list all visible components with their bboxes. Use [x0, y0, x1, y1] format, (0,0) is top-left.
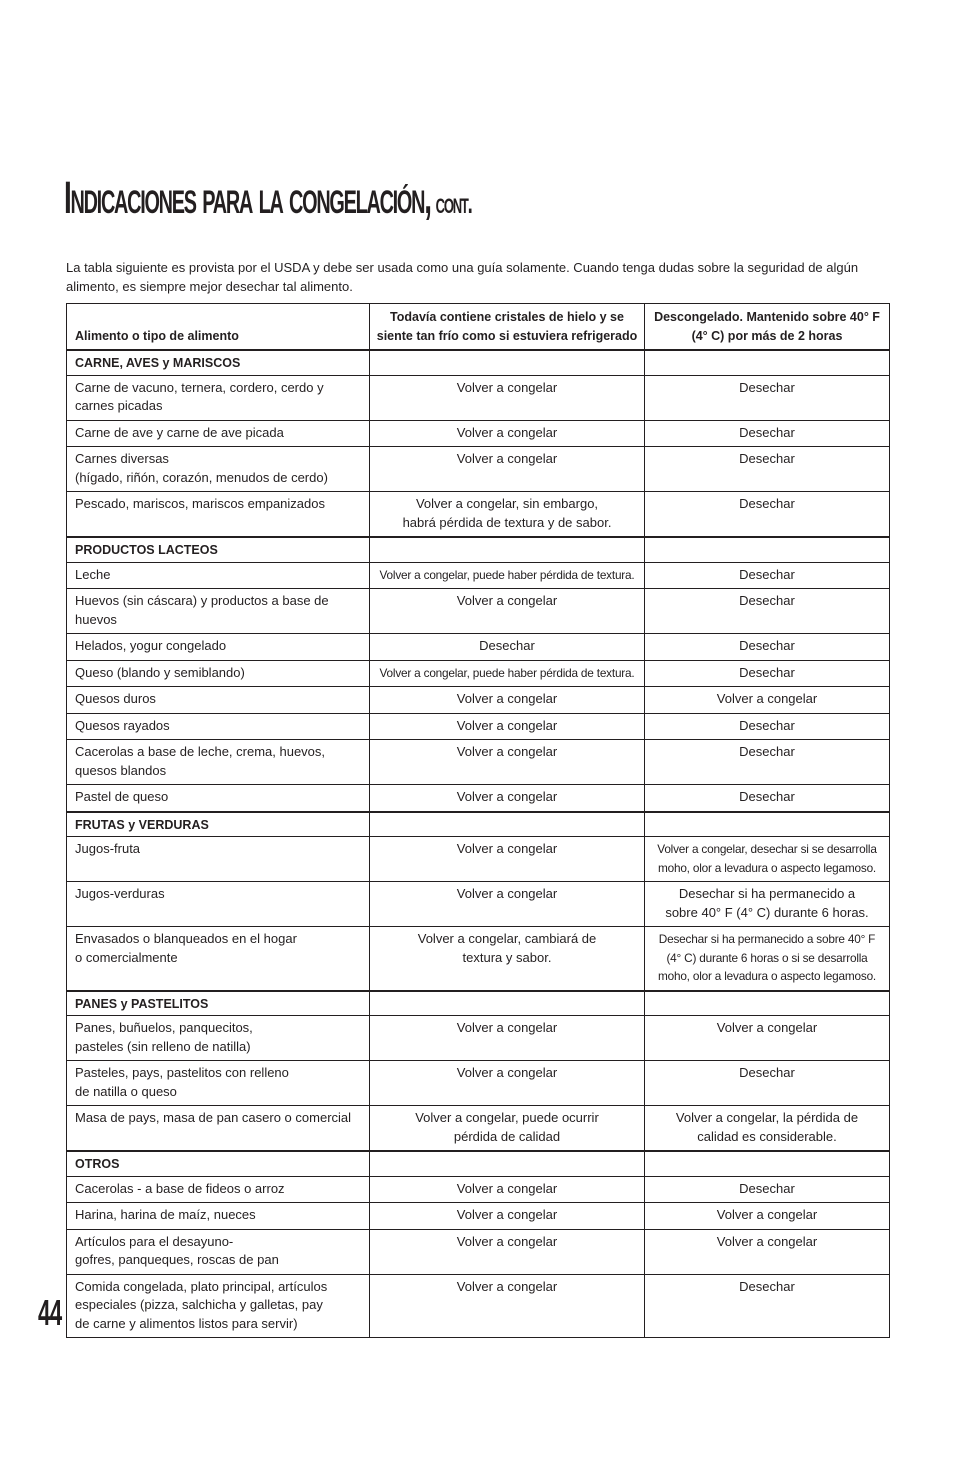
cell-text-line: Volver a congelar: [456, 841, 558, 856]
food-cell: [67, 492, 370, 538]
cell-text-line: Volver a congelar: [456, 886, 558, 901]
still-frozen-cell: [370, 713, 645, 740]
cell-text-line: Carnes diversas: [75, 451, 169, 466]
thawed-cell: [645, 1106, 890, 1152]
cell-text-line: Desechar: [739, 744, 795, 759]
still-frozen-cell: [370, 660, 645, 687]
still-frozen-cell: [370, 1176, 645, 1203]
cell-text-line: Masa de pays, masa de pan casero o comercial: [75, 1110, 352, 1125]
category-label: CARNE, AVES y MARISCOS: [67, 350, 370, 375]
category-label: OTROS: [67, 1151, 370, 1176]
category-empty-cell: [645, 812, 890, 837]
category-empty-cell: [370, 350, 645, 375]
cell-text-line: Volver a congelar: [456, 451, 558, 466]
food-cell: [67, 634, 370, 661]
category-empty-cell: [370, 991, 645, 1016]
cell-text-line: Volver a congelar: [716, 1020, 818, 1035]
still-frozen-cell: [370, 634, 645, 661]
table-row: [67, 687, 890, 714]
table-row: [67, 589, 890, 634]
cell-text-line: Quesos duros: [75, 691, 156, 706]
cell-text-line: Comida congelada, plato principal, artículos: [75, 1278, 328, 1294]
food-cell: [67, 1061, 370, 1106]
cell-text-line: Desechar si ha permanecido a: [678, 886, 856, 901]
thawed-cell: [645, 1203, 890, 1230]
freezing-guide-table: [66, 303, 890, 1338]
food-cell: [67, 837, 370, 882]
still-frozen-cell: [370, 882, 645, 927]
cell-text-line: Volver a congelar: [456, 1180, 558, 1196]
food-cell: [67, 660, 370, 687]
still-frozen-cell: [370, 1016, 645, 1061]
cell-text-line: Desechar: [739, 717, 795, 733]
category-row: [67, 812, 890, 837]
page-title-main: Indicaciones para la congelación,: [64, 172, 431, 223]
cell-text-line: Pasteles, pays, pastelitos con relleno: [75, 1065, 289, 1080]
still-frozen-cell: [370, 1106, 645, 1152]
thawed-cell: [645, 375, 890, 420]
thawed-cell: [645, 1176, 890, 1203]
cell-text-line: Volver a congelar: [456, 1233, 558, 1249]
cell-text-line: Volver a congelar: [456, 424, 558, 440]
food-cell: [67, 1106, 370, 1152]
cell-text-line: Envasados o blanqueados en el hogar: [75, 931, 297, 946]
food-cell: [67, 882, 370, 927]
cell-text-line: Desechar: [739, 789, 795, 804]
cell-text-line: (hígado, riñón, corazón, menudos de cerdo): [75, 469, 328, 485]
still-frozen-cell: [370, 1229, 645, 1274]
cell-text-line: Volver a congelar, cambiará de: [417, 931, 597, 946]
thawed-cell: [645, 492, 890, 538]
cell-text-line: Desechar: [739, 593, 795, 608]
category-label: FRUTAS y VERDURAS: [67, 812, 370, 837]
still-frozen-cell: [370, 1203, 645, 1230]
category-row: [67, 1151, 890, 1176]
food-cell: [67, 562, 370, 589]
thawed-cell: [645, 837, 890, 882]
cell-text-line: Artículos para el desayuno-: [75, 1233, 234, 1249]
still-frozen-cell: [370, 492, 645, 538]
thawed-cell: [645, 687, 890, 714]
category-empty-cell: [645, 991, 890, 1016]
cell-text-line: Volver a congelar: [456, 1207, 558, 1222]
cell-text-line: Desechar: [479, 638, 535, 653]
category-row: [67, 537, 890, 562]
table-row: [67, 375, 890, 420]
cell-text-line: Jugos-fruta: [75, 841, 141, 856]
food-cell: [67, 687, 370, 714]
table-row: [67, 1229, 890, 1274]
cell-text-line: Volver a congelar, puede haber pérdida de textura.: [379, 665, 635, 680]
food-cell: [67, 927, 370, 991]
category-row: [67, 991, 890, 1016]
cell-text-line: Desechar: [739, 451, 795, 466]
still-frozen-cell: [370, 785, 645, 812]
cell-text-line: Volver a congelar: [456, 1020, 558, 1035]
header-still-frozen: Todavía contiene cristales de hielo y se siente tan frío como si estuviera refrigerado: [370, 304, 645, 351]
cell-text-line: Carne de vacuno, ternera, cordero, cerdo y: [75, 379, 324, 395]
category-empty-cell: [370, 812, 645, 837]
table-row: [67, 882, 890, 927]
cell-text-line: pérdida de calidad: [453, 1128, 561, 1144]
cell-text-line: Pescado, mariscos, mariscos empanizados: [75, 496, 325, 511]
cell-text-line: Cacerolas - a base de fideos o arroz: [75, 1180, 285, 1196]
table-row: [67, 492, 890, 538]
thawed-cell: [645, 634, 890, 661]
cell-text-line: Volver a congelar: [456, 744, 558, 759]
category-label: PANES y PASTELITOS: [67, 991, 370, 1016]
still-frozen-cell: [370, 375, 645, 420]
category-empty-cell: [645, 350, 890, 375]
cell-text-line: Pastel de queso: [75, 789, 169, 804]
food-cell: [67, 1203, 370, 1230]
thawed-cell: [645, 420, 890, 447]
category-empty-cell: [645, 1151, 890, 1176]
cell-text-line: Desechar: [739, 496, 795, 511]
cell-text-line: Helados, yogur congelado: [75, 638, 227, 653]
still-frozen-cell: [370, 589, 645, 634]
table-row: [67, 1203, 890, 1230]
table-row: [67, 1106, 890, 1152]
table-row: [67, 1176, 890, 1203]
cell-text-line: Volver a congelar: [456, 593, 558, 608]
header-thawed: Descongelado. Mantenido sobre 40° F (4° C) por más de 2 horas: [645, 304, 890, 351]
page-number: 44: [38, 1292, 62, 1333]
cell-text-line: Volver a congelar: [716, 1233, 818, 1249]
thawed-cell: [645, 713, 890, 740]
thawed-cell: [645, 447, 890, 492]
food-cell: [67, 447, 370, 492]
cell-text-line: Queso (blando y semiblando): [75, 664, 245, 680]
still-frozen-cell: [370, 420, 645, 447]
cell-text-line: Huevos (sin cáscara) y productos a base de huevos: [75, 593, 329, 627]
cell-text-line: Volver a congelar: [456, 717, 558, 733]
cell-text-line: Desechar: [739, 566, 795, 582]
still-frozen-cell: [370, 837, 645, 882]
table-row: [67, 740, 890, 785]
still-frozen-cell: [370, 687, 645, 714]
table-row: [67, 634, 890, 661]
cell-text-line: habrá pérdida de textura y de sabor.: [402, 514, 612, 530]
still-frozen-cell: [370, 562, 645, 589]
category-label: PRODUCTOS LACTEOS: [67, 537, 370, 562]
intro-paragraph: La tabla siguiente es provista por el USDA y debe ser usada como una guía solamente. Cuando tenga dudas sobre la seguridad de algún alimento, es siempre mejor desechar tal alimento.: [66, 260, 859, 294]
table-row: [67, 837, 890, 882]
thawed-cell: [645, 1274, 890, 1338]
food-cell: [67, 375, 370, 420]
cell-text-line: de natilla o queso: [75, 1083, 177, 1099]
still-frozen-cell: [370, 927, 645, 991]
cell-text-line: gofres, panqueques, roscas de pan: [75, 1252, 279, 1267]
cell-text-line: Desechar: [739, 1180, 795, 1196]
thawed-cell: [645, 740, 890, 785]
food-cell: [67, 1229, 370, 1274]
cell-text-line: Volver a congelar: [456, 1278, 558, 1294]
cell-text-line: Volver a congelar, desechar si se desarrolla: [657, 842, 877, 856]
table-header-row: [67, 304, 890, 351]
cell-text-line: Volver a congelar: [716, 1207, 818, 1222]
cell-text-line: Volver a congelar: [456, 789, 558, 804]
cell-text-line: Volver a congelar, la pérdida de: [675, 1110, 859, 1125]
cell-text-line: calidad es considerable.: [697, 1128, 837, 1144]
cell-text-line: Volver a congelar, sin embargo,: [415, 496, 599, 511]
cell-text-line: pasteles (sin relleno de natilla): [75, 1038, 251, 1054]
table-row: [67, 713, 890, 740]
cell-text-line: de carne y alimentos listos para servir): [75, 1315, 298, 1331]
table-row: [67, 562, 890, 589]
cell-text-line: Desechar: [739, 664, 795, 680]
cell-text-line: Cacerolas a base de leche, crema, huevos,: [75, 744, 326, 759]
category-row: [67, 350, 890, 375]
table-row: [67, 1061, 890, 1106]
page-title-suffix: cont.: [435, 187, 472, 220]
food-cell: [67, 713, 370, 740]
cell-text-line: quesos blandos: [75, 762, 167, 778]
cell-text-line: moho, olor a levadura o aspecto legamoso.: [657, 860, 877, 875]
food-cell: [67, 1016, 370, 1061]
food-cell: [67, 589, 370, 634]
thawed-cell: [645, 927, 890, 991]
thawed-cell: [645, 660, 890, 687]
cell-text-line: moho, olor a levadura o aspecto legamoso.: [657, 969, 877, 983]
cell-text-line: Volver a congelar: [716, 691, 818, 706]
cell-text-line: textura y sabor.: [462, 949, 552, 965]
cell-text-line: Volver a congelar, puede haber pérdida de textura.: [379, 567, 635, 582]
thawed-cell: [645, 1061, 890, 1106]
table-row: [67, 1016, 890, 1061]
category-empty-cell: [370, 1151, 645, 1176]
table-row: [67, 1274, 890, 1338]
food-cell: [67, 420, 370, 447]
cell-text-line: Panes, buñuelos, panquecitos,: [75, 1020, 253, 1035]
category-empty-cell: [645, 537, 890, 562]
still-frozen-cell: [370, 1061, 645, 1106]
food-cell: [67, 1274, 370, 1338]
cell-text-line: Carne de ave y carne de ave picada: [75, 424, 284, 440]
header-food-type: Alimento o tipo de alimento: [67, 304, 370, 351]
cell-text-line: o comercialmente: [75, 949, 178, 965]
still-frozen-cell: [370, 1274, 645, 1338]
cell-text-line: Jugos-verduras: [75, 886, 165, 901]
cell-text-line: Desechar: [739, 1065, 795, 1080]
cell-text-line: Harina, harina de maíz, nueces: [75, 1207, 256, 1222]
food-cell: [67, 740, 370, 785]
thawed-cell: [645, 882, 890, 927]
page-title: [64, 168, 472, 234]
cell-text-line: carnes picadas: [75, 398, 163, 413]
cell-text-line: Volver a congelar: [456, 1065, 558, 1080]
thawed-cell: [645, 562, 890, 589]
still-frozen-cell: [370, 740, 645, 785]
table-row: [67, 927, 890, 991]
food-cell: [67, 1176, 370, 1203]
cell-text-line: Volver a congelar, puede ocurrir: [415, 1110, 599, 1125]
thawed-cell: [645, 1229, 890, 1274]
cell-text-line: Leche: [75, 566, 111, 582]
thawed-cell: [645, 1016, 890, 1061]
cell-text-line: sobre 40° F (4° C) durante 6 horas.: [665, 904, 869, 920]
category-empty-cell: [370, 537, 645, 562]
cell-text-line: Volver a congelar: [456, 691, 558, 706]
cell-text-line: especiales (pizza, salchicha y galletas, pay: [75, 1297, 323, 1312]
thawed-cell: [645, 589, 890, 634]
cell-text-line: (4° C) durante 6 horas o si se desarrolla: [666, 950, 868, 965]
cell-text-line: Desechar: [739, 424, 795, 440]
thawed-cell: [645, 785, 890, 812]
cell-text-line: Desechar: [739, 379, 795, 395]
table-row: [67, 447, 890, 492]
cell-text-line: Desechar si ha permanecido a sobre 40° F: [658, 932, 876, 946]
table-body: [67, 350, 890, 1338]
cell-text-line: Desechar: [739, 638, 795, 653]
cell-text-line: Desechar: [739, 1278, 795, 1294]
table-row: [67, 660, 890, 687]
cell-text-line: Volver a congelar: [456, 379, 558, 395]
food-cell: [67, 785, 370, 812]
still-frozen-cell: [370, 447, 645, 492]
table-row: [67, 420, 890, 447]
cell-text-line: Quesos rayados: [75, 717, 170, 733]
table-row: [67, 785, 890, 812]
